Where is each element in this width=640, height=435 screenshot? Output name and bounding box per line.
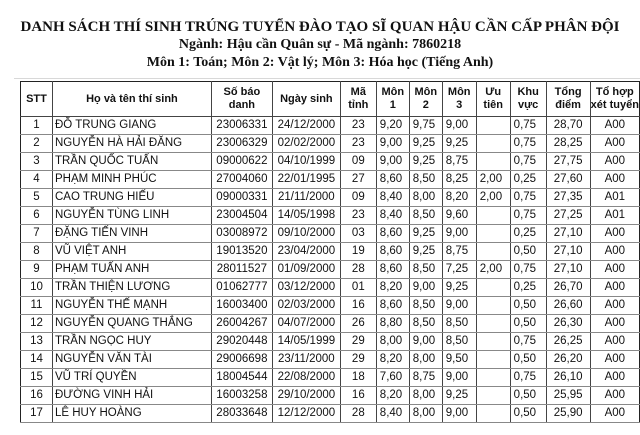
table-row [21, 117, 640, 135]
cell-dob: 12/12/2000 [272, 405, 340, 423]
cell-subject-3: 9,25 [442, 279, 476, 297]
cell-province: 28 [340, 405, 376, 423]
cell-subject-2: 8,50 [409, 261, 442, 279]
cell-priority [476, 153, 510, 171]
cell-subject-3: 8,20 [442, 189, 476, 207]
cell-subject-2: 9,25 [409, 243, 442, 261]
cell-subject-1: 8,80 [376, 315, 409, 333]
cell-region: 0,50 [510, 387, 546, 405]
cell-subject-2: 8,50 [409, 315, 442, 333]
cell-combination: A00 [590, 171, 639, 189]
cell-total: 26,60 [546, 297, 590, 315]
cell-priority [476, 315, 510, 333]
cell-region: 0,50 [510, 297, 546, 315]
candidates-table [20, 81, 640, 423]
cell-sbd: 29006698 [211, 351, 272, 369]
document-header [0, 18, 640, 72]
cell-subject-1: 8,40 [376, 189, 409, 207]
cell-subject-1: 7,60 [376, 369, 409, 387]
table-row [21, 261, 640, 279]
cell-total: 27,10 [546, 261, 590, 279]
cell-combination: A00 [590, 117, 639, 135]
cell-subject-2: 8,00 [409, 189, 442, 207]
document-title: DANH SÁCH THÍ SINH TRÚNG TUYỂN ĐÀO TẠO SĨ QUAN HẬU CẦN CẤP PHÂN ĐỘI [20, 19, 620, 35]
cell-subject-3: 9,25 [442, 387, 476, 405]
cell-combination: A01 [590, 207, 639, 225]
cell-sbd: 16003258 [211, 387, 272, 405]
cell-stt: 15 [21, 369, 53, 387]
cell-name: TRẦN QUỐC TUẤN [52, 153, 211, 171]
cell-total: 27,75 [546, 153, 590, 171]
cell-province: 23 [340, 207, 376, 225]
cell-name: ĐƯỜNG VINH HẢI [52, 387, 211, 405]
cell-subject-2: 8,00 [409, 405, 442, 423]
cell-combination: A00 [590, 225, 639, 243]
cell-subject-3: 9,00 [442, 225, 476, 243]
cell-dob: 29/10/2000 [272, 387, 340, 405]
table-header-row [21, 82, 640, 117]
cell-subject-1: 8,60 [376, 225, 409, 243]
cell-subject-2: 8,00 [409, 351, 442, 369]
cell-stt: 17 [21, 405, 53, 423]
cell-province: 27 [340, 171, 376, 189]
cell-priority [476, 135, 510, 153]
cell-subject-3: 9,50 [442, 351, 476, 369]
cell-combination: A00 [590, 333, 639, 351]
cell-sbd: 18004544 [211, 369, 272, 387]
cell-total: 25,95 [546, 387, 590, 405]
cell-subject-3: 9,00 [442, 369, 476, 387]
cell-subject-1: 9,00 [376, 153, 409, 171]
cell-stt: 8 [21, 243, 53, 261]
cell-name: VŨ VIỆT ANH [52, 243, 211, 261]
cell-name: ĐẶNG TIẾN VINH [52, 225, 211, 243]
cell-stt: 11 [21, 297, 53, 315]
cell-dob: 24/12/2000 [272, 117, 340, 135]
cell-subject-1: 8,60 [376, 243, 409, 261]
cell-combination: A00 [590, 405, 639, 423]
cell-region: 0,75 [510, 207, 546, 225]
cell-region: 0,50 [510, 351, 546, 369]
cell-total: 26,25 [546, 333, 590, 351]
cell-priority [476, 279, 510, 297]
header-dob: Ngày sinh [272, 82, 340, 117]
table-row [21, 369, 640, 387]
cell-priority [476, 333, 510, 351]
cell-priority [476, 243, 510, 261]
table-row [21, 153, 640, 171]
cell-subject-3: 8,25 [442, 171, 476, 189]
cell-subject-3: 8,75 [442, 243, 476, 261]
cell-subject-1: 8,40 [376, 405, 409, 423]
cell-province: 19 [340, 243, 376, 261]
cell-region: 0,75 [510, 135, 546, 153]
cell-region: 0,25 [510, 279, 546, 297]
cell-priority: 2,00 [476, 261, 510, 279]
cell-total: 27,10 [546, 225, 590, 243]
cell-sbd: 19013520 [211, 243, 272, 261]
cell-name: LÊ HUY HOÀNG [52, 405, 211, 423]
cell-stt: 5 [21, 189, 53, 207]
cell-total: 27,35 [546, 189, 590, 207]
cell-province: 01 [340, 279, 376, 297]
cell-region: 0,75 [510, 369, 546, 387]
cell-subject-2: 8,00 [409, 387, 442, 405]
cell-sbd: 09000331 [211, 189, 272, 207]
header-name: Họ và tên thí sinh [52, 82, 211, 117]
cell-province: 29 [340, 333, 376, 351]
cell-subject-2: 9,25 [409, 225, 442, 243]
cell-name: NGUYỄN TÙNG LINH [52, 207, 211, 225]
cell-stt: 16 [21, 387, 53, 405]
cell-dob: 04/10/1999 [272, 153, 340, 171]
cell-total: 25,90 [546, 405, 590, 423]
cell-total: 27,10 [546, 243, 590, 261]
header-total: Tổng điểm [546, 82, 590, 117]
cell-region: 0,50 [510, 243, 546, 261]
cell-subject-1: 8,00 [376, 333, 409, 351]
cell-stt: 4 [21, 171, 53, 189]
cell-subject-1: 8,60 [376, 261, 409, 279]
cell-name: NGUYỄN HÀ HẢI ĐĂNG [52, 135, 211, 153]
cell-stt: 10 [21, 279, 53, 297]
cell-name: CAO TRUNG HIẾU [52, 189, 211, 207]
cell-combination: A00 [590, 387, 639, 405]
cell-stt: 12 [21, 315, 53, 333]
cell-name: VŨ TRÍ QUYỀN [52, 369, 211, 387]
cell-stt: 6 [21, 207, 53, 225]
cell-priority [476, 351, 510, 369]
cell-region: 0,25 [510, 225, 546, 243]
cell-stt: 2 [21, 135, 53, 153]
cell-dob: 04/07/2000 [272, 315, 340, 333]
header-subject-2: Môn 2 [409, 82, 442, 117]
cell-sbd: 28033648 [211, 405, 272, 423]
cell-region: 0,25 [510, 171, 546, 189]
cell-subject-1: 9,20 [376, 117, 409, 135]
cell-sbd: 03008972 [211, 225, 272, 243]
cell-stt: 1 [21, 117, 53, 135]
cell-name: NGUYỄN QUANG THẮNG [52, 315, 211, 333]
cell-dob: 21/11/2000 [272, 189, 340, 207]
cell-subject-3: 9,00 [442, 117, 476, 135]
header-stt: STT [21, 82, 53, 117]
cell-name: PHẠM MINH PHÚC [52, 171, 211, 189]
cell-province: 26 [340, 315, 376, 333]
cell-province: 16 [340, 297, 376, 315]
cell-subject-1: 8,20 [376, 351, 409, 369]
cell-province: 09 [340, 189, 376, 207]
cell-region: 0,50 [510, 315, 546, 333]
cell-subject-2: 9,00 [409, 333, 442, 351]
document-subtitle: Ngành: Hậu cần Quân sự - Mã ngành: 7860218 [178, 37, 462, 52]
cell-province: 23 [340, 135, 376, 153]
cell-sbd: 26004267 [211, 315, 272, 333]
table-row [21, 387, 640, 405]
cell-stt: 7 [21, 225, 53, 243]
cell-province: 18 [340, 369, 376, 387]
cell-dob: 02/02/2000 [272, 135, 340, 153]
cell-priority [476, 117, 510, 135]
cell-total: 27,25 [546, 207, 590, 225]
header-region: Khu vực [510, 82, 546, 117]
cell-dob: 09/10/2000 [272, 225, 340, 243]
cell-subject-3: 9,60 [442, 207, 476, 225]
cell-dob: 22/01/1995 [272, 171, 340, 189]
cell-region: 0,75 [510, 333, 546, 351]
cell-region: 0,75 [510, 117, 546, 135]
cell-total: 26,10 [546, 369, 590, 387]
cell-dob: 03/12/2000 [272, 279, 340, 297]
cell-total: 26,70 [546, 279, 590, 297]
header-province: Mã tỉnh [340, 82, 376, 117]
cell-province: 16 [340, 387, 376, 405]
cell-subject-2: 9,25 [409, 135, 442, 153]
cell-subject-2: 8,75 [409, 369, 442, 387]
cell-province: 23 [340, 117, 376, 135]
table-row [21, 225, 640, 243]
cell-total: 27,60 [546, 171, 590, 189]
cell-combination: A01 [590, 189, 639, 207]
cell-region: 0,75 [510, 189, 546, 207]
cell-stt: 9 [21, 261, 53, 279]
cell-subject-3: 9,00 [442, 297, 476, 315]
cell-name: NGUYỄN THẾ MẠNH [52, 297, 211, 315]
cell-combination: A00 [590, 369, 639, 387]
cell-total: 26,20 [546, 351, 590, 369]
cell-sbd: 29020448 [211, 333, 272, 351]
cell-stt: 3 [21, 153, 53, 171]
cell-subject-1: 8,60 [376, 297, 409, 315]
cell-subject-1: 8,40 [376, 207, 409, 225]
cell-priority [476, 207, 510, 225]
cell-dob: 23/11/2000 [272, 351, 340, 369]
cell-priority: 2,00 [476, 171, 510, 189]
cell-region: 0,50 [510, 405, 546, 423]
cell-stt: 14 [21, 351, 53, 369]
cell-subject-1: 8,20 [376, 387, 409, 405]
cell-sbd: 27004060 [211, 171, 272, 189]
table-row [21, 135, 640, 153]
cell-combination: A00 [590, 297, 639, 315]
cell-subject-2: 9,25 [409, 153, 442, 171]
cell-subject-3: 9,00 [442, 405, 476, 423]
cell-sbd: 09000622 [211, 153, 272, 171]
cell-dob: 22/08/2000 [272, 369, 340, 387]
table-row [21, 243, 640, 261]
cell-subject-3: 8,75 [442, 153, 476, 171]
table-row [21, 171, 640, 189]
cell-dob: 14/05/1998 [272, 207, 340, 225]
cell-name: PHẠM TUẤN ANH [52, 261, 211, 279]
header-priority: Ưu tiên [476, 82, 510, 117]
cell-combination: A00 [590, 153, 639, 171]
cell-total: 26,30 [546, 315, 590, 333]
cell-province: 29 [340, 351, 376, 369]
document-subjects: Môn 1: Toán; Môn 2: Vật lý; Môn 3: Hóa học (Tiếng Anh) [146, 55, 494, 70]
cell-subject-1: 8,60 [376, 171, 409, 189]
cell-subject-2: 8,50 [409, 207, 442, 225]
cell-sbd: 23006329 [211, 135, 272, 153]
cell-sbd: 23004504 [211, 207, 272, 225]
cell-province: 03 [340, 225, 376, 243]
cell-province: 28 [340, 261, 376, 279]
cell-province: 09 [340, 153, 376, 171]
cell-priority [476, 387, 510, 405]
cell-combination: A00 [590, 243, 639, 261]
cell-total: 28,25 [546, 135, 590, 153]
cell-priority [476, 225, 510, 243]
cell-sbd: 01062777 [211, 279, 272, 297]
cell-dob: 02/03/2000 [272, 297, 340, 315]
table-row [21, 333, 640, 351]
table-row [21, 207, 640, 225]
cell-dob: 23/04/2000 [272, 243, 340, 261]
cell-priority [476, 405, 510, 423]
header-sbd: Số báo danh [211, 82, 272, 117]
cell-total: 28,70 [546, 117, 590, 135]
cell-combination: A00 [590, 351, 639, 369]
cell-subject-1: 8,20 [376, 279, 409, 297]
cell-sbd: 16003400 [211, 297, 272, 315]
cell-name: TRẦN NGỌC HUY [52, 333, 211, 351]
cell-priority [476, 369, 510, 387]
header-combination: Tổ hợp xét tuyển [590, 82, 639, 117]
cell-subject-1: 9,00 [376, 135, 409, 153]
cell-priority [476, 297, 510, 315]
cell-combination: A00 [590, 279, 639, 297]
cell-stt: 13 [21, 333, 53, 351]
cell-dob: 14/05/1999 [272, 333, 340, 351]
table-row [21, 315, 640, 333]
cell-subject-3: 9,25 [442, 135, 476, 153]
cell-subject-3: 7,25 [442, 261, 476, 279]
cell-region: 0,75 [510, 261, 546, 279]
cell-combination: A00 [590, 315, 639, 333]
cell-subject-2: 9,75 [409, 117, 442, 135]
cell-subject-2: 8,50 [409, 297, 442, 315]
table-row [21, 279, 640, 297]
cell-combination: A00 [590, 261, 639, 279]
table-row [21, 405, 640, 423]
table-row [21, 351, 640, 369]
header-subject-3: Môn 3 [442, 82, 476, 117]
cell-sbd: 23006331 [211, 117, 272, 135]
table-row [21, 297, 640, 315]
cell-subject-3: 8,50 [442, 333, 476, 351]
cell-subject-2: 8,50 [409, 171, 442, 189]
cell-name: ĐỖ TRUNG GIANG [52, 117, 211, 135]
divider [14, 78, 640, 79]
cell-sbd: 28011527 [211, 261, 272, 279]
cell-priority: 2,00 [476, 189, 510, 207]
cell-name: NGUYỄN VĂN TÀI [52, 351, 211, 369]
cell-combination: A00 [590, 135, 639, 153]
cell-subject-2: 9,00 [409, 279, 442, 297]
cell-region: 0,75 [510, 153, 546, 171]
cell-dob: 01/09/2000 [272, 261, 340, 279]
cell-subject-3: 8,50 [442, 315, 476, 333]
header-subject-1: Môn 1 [376, 82, 409, 117]
cell-name: TRẦN THIỆN LƯƠNG [52, 279, 211, 297]
table-row [21, 189, 640, 207]
